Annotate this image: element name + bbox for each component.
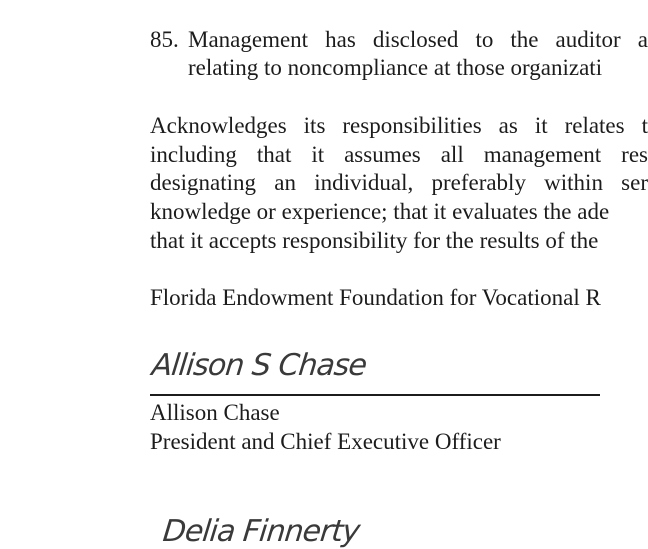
item-85-line-2: relating to noncompliance at those organizati [188,55,603,80]
item-85-line-1: Management has disclosed to the auditor a [188,27,648,52]
ack-line-3: designating an individual, preferably within ser [150,170,648,195]
signatory-name: Allison Chase [150,400,280,425]
ack-line-1: Acknowledges its responsibilities as it relates t [150,113,648,138]
ack-line-5: that it accepts responsibility for the results of the [150,228,599,253]
item-number: 85. [150,27,179,52]
signature-delia-finnerty: Delia Finnerty [161,514,361,549]
signatory-title: President and Chief Executive Officer [150,429,501,454]
signature-line [150,394,600,396]
organization-name: Florida Endowment Foundation for Vocational R [150,285,601,310]
signature-allison-chase: Allison S Chase [150,348,368,383]
ack-line-2: including that it assumes all management res [150,142,648,167]
ack-line-4: knowledge or experience; that it evaluates the ade [150,199,610,224]
